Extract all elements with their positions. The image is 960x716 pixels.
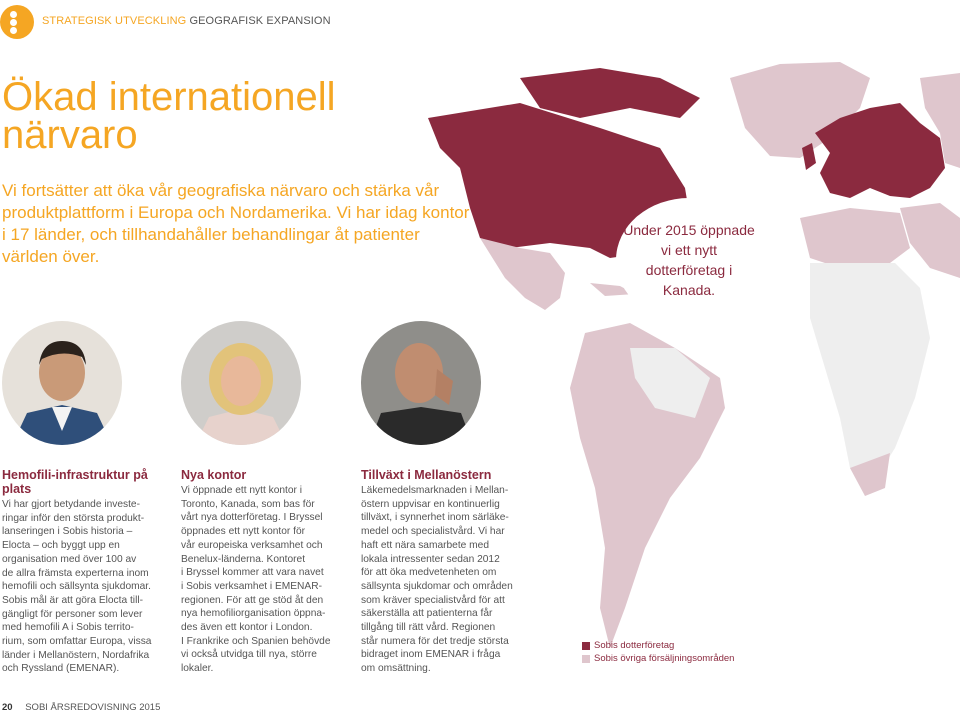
column-mellanostern: [361, 468, 526, 676]
portrait-woman-blonde: [181, 321, 301, 445]
section-label: [42, 15, 331, 27]
section-secondary: GEOGRAFISK EXPANSION: [189, 15, 331, 27]
intro-text: Vi fortsätter att öka vår geografiska närvaro och stärka vår produktplattform i Europa och Nordamerika. Vi har idag kontor i 17 länder, och tillhandahåller behandlingar åt patienter världen över.: [2, 181, 470, 266]
legend-item-sales-area: [582, 652, 734, 665]
portrait-man-smiling: [2, 321, 122, 445]
page-title: [2, 75, 336, 157]
map-africa: [810, 263, 930, 488]
page-title-line2: närvaro: [2, 113, 138, 157]
column-body: Vi har gjort betydande investe- ringar inför den största produkt- lanseringen i Sobis historia – Elocta – och byggt upp en organisation med över 100 av de allra främsta experterna inom hemofili och sällsynta sjukdomar. Sobis mål är att göra Elocta till- gängligt för personer som lever med hemofili A i Sobis territo- rium, som omfattar Europa, vissa länder i Mellanöstern, Nordafrika och Ryssland (EMENAR).: [2, 499, 152, 675]
column-body: Vi öppnade ett nytt kontor i Toronto, Kanada, som bas för vårt nya dotterföretag. I Bryssel öppnades ett nytt kontor för vår europeiska verksamhet och Benelux-länderna. Kontoret i Bryssel kommer att vara navet i Sobis verksamhet i EMENAR- regionen. För att ge stöd åt den nya hemofiliorganisation öppna- des även ett kontor i London. I Frankrike och Spanien behövde vi också utvidga till nya, större lokaler.: [181, 485, 331, 675]
legend-swatch: [582, 655, 590, 663]
portrait-man-on-phone: [361, 321, 481, 445]
sobi-logo-icon: [0, 5, 34, 39]
map-north-africa: [800, 208, 910, 268]
column-body: Läkemedelsmarknaden i Mellan- östern uppvisar en kontinuerlig tillväxt, i synnerhet inom särläke- medel och specialistvård. Vi har haft ett nära samarbete med lokala intressenter sedan 2012 för att öka medvetenheten om sällsynta sjukdomar och områden som kräver specialistvård för att säkerställa att patienterna får tillgång till rätt vård. Regionen står numera för det tredje största bidraget inom EMENAR i fråga om omsättning.: [361, 485, 513, 675]
legend-item-subsidiary: [582, 639, 734, 652]
map-middle-east: [900, 203, 960, 278]
legend-label: Sobis dotterföretag: [594, 640, 675, 651]
page-title-line1: Ökad internationell: [2, 75, 336, 119]
map-arctic-islands: [520, 68, 700, 118]
page-footer: [2, 702, 160, 713]
map-legend: [582, 639, 734, 665]
column-heading: Hemofili-infrastruktur på plats: [2, 468, 148, 496]
column-heading: Nya kontor: [181, 468, 247, 482]
section-primary: STRATEGISK UTVECKLING: [42, 15, 187, 27]
callout-text: Under 2015 öppnade vi ett nytt dotterföretag i Kanada.: [623, 222, 755, 298]
doc-title: SOBI ÅRSREDOVISNING 2015: [25, 702, 161, 713]
legend-label: Sobis övriga försäljningsområden: [594, 653, 735, 664]
column-hemofili: [2, 468, 167, 676]
map-mexico: [480, 238, 565, 310]
column-nya-kontor: [181, 468, 346, 676]
page-number: 20: [2, 702, 13, 713]
column-heading: Tillväxt i Mellanöstern: [361, 468, 492, 482]
legend-swatch: [582, 642, 590, 650]
